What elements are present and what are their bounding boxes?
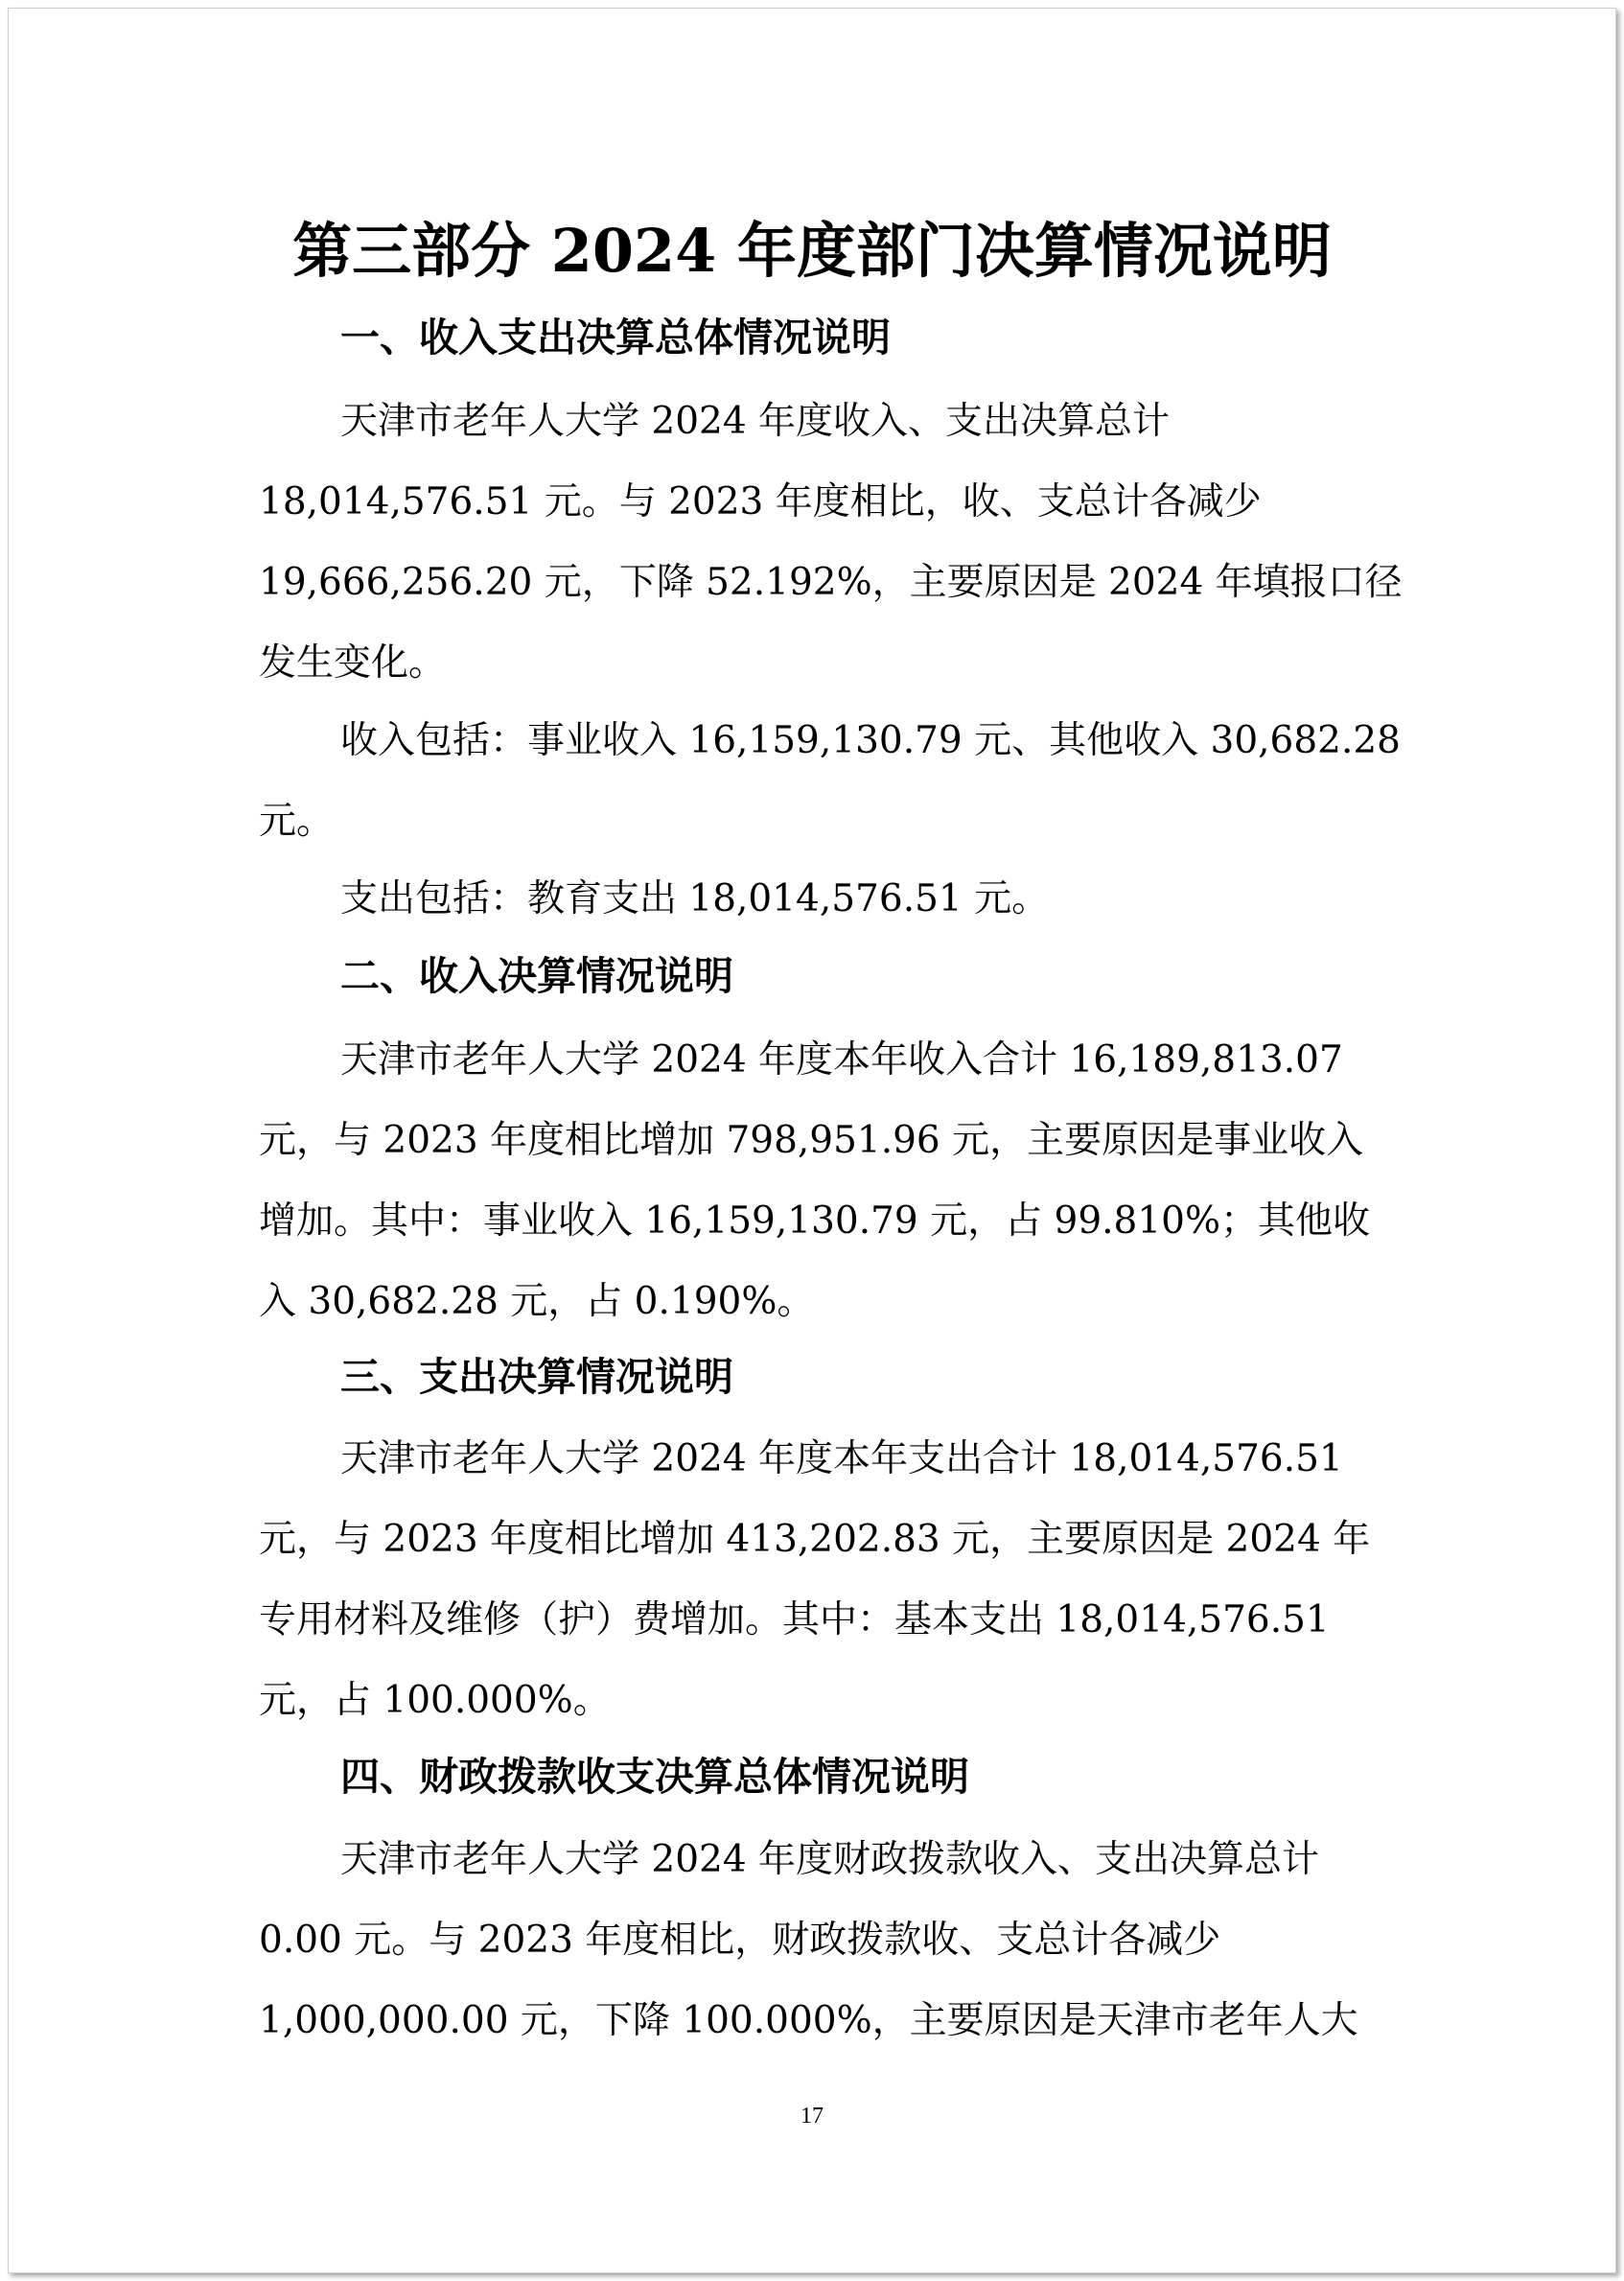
page-number: 17 [800, 2104, 824, 2129]
text-line: 增加。其中：事业收入 16,159,130.79 元，占 99.810%；其他收 [259, 1199, 1371, 1243]
text-line: 1,000,000.00 元，下降 100.000%，主要原因是天津市老年人大 [259, 1999, 1358, 2042]
text-line: 元，占 100.000%。 [259, 1679, 611, 1722]
paragraph-4-1 [259, 1820, 1371, 2061]
text-line: 发生变化。 [259, 641, 447, 685]
text-line: 元，与 2023 年度相比增加 798,951.96 元，主要原因是事业收入 [259, 1119, 1364, 1162]
text-line: 18,014,576.51 元。与 2023 年度相比，收、支总计各减少 [259, 480, 1262, 524]
section-heading-1: 一、收入支出决算总体情况说明 [340, 314, 891, 361]
text-line: 天津市老年人大学 2024 年度本年收入合计 16,189,813.07 [340, 1038, 1343, 1082]
section-heading-3: 三、支出决算情况说明 [340, 1354, 733, 1400]
text-line: 天津市老年人大学 2024 年度本年支出合计 18,014,576.51 [340, 1437, 1343, 1480]
paragraph-2-1 [259, 1020, 1371, 1342]
section-heading-2: 二、收入决算情况说明 [340, 953, 733, 999]
text-line: 元。 [259, 800, 335, 843]
text-line: 元，与 2023 年度相比增加 413,202.83 元，主要原因是 2024 年 [259, 1518, 1371, 1561]
text-line: 支出包括：教育支出 18,014,576.51 元。 [340, 877, 1050, 920]
text-line: 天津市老年人大学 2024 年度财政拨款收入、支出决算总计 [340, 1838, 1320, 1881]
paragraph-1-1 [259, 382, 1403, 704]
text-line: 天津市老年人大学 2024 年度收入、支出决算总计 [340, 400, 1171, 443]
paragraph-3-1 [259, 1419, 1371, 1741]
text-line: 0.00 元。与 2023 年度相比，财政拨款收、支总计各减少 [259, 1919, 1221, 1962]
section-heading-4: 四、财政拨款收支决算总体情况说明 [340, 1754, 969, 1800]
page-title: 第三部分 2024 年度部门决算情况说明 [292, 216, 1332, 286]
text-line: 入 30,682.28 元，占 0.190%。 [259, 1280, 815, 1323]
text-line: 收入包括：事业收入 16,159,130.79 元、其他收入 30,682.28 [340, 719, 1401, 762]
text-line: 19,666,256.20 元，下降 52.192%，主要原因是 2024 年填报口径 [259, 561, 1403, 604]
paragraph-1-2 [259, 701, 1401, 862]
text-line: 专用材料及维修（护）费增加。其中：基本支出 18,014,576.51 [259, 1598, 1330, 1641]
paragraph-1-3 [259, 859, 1371, 940]
